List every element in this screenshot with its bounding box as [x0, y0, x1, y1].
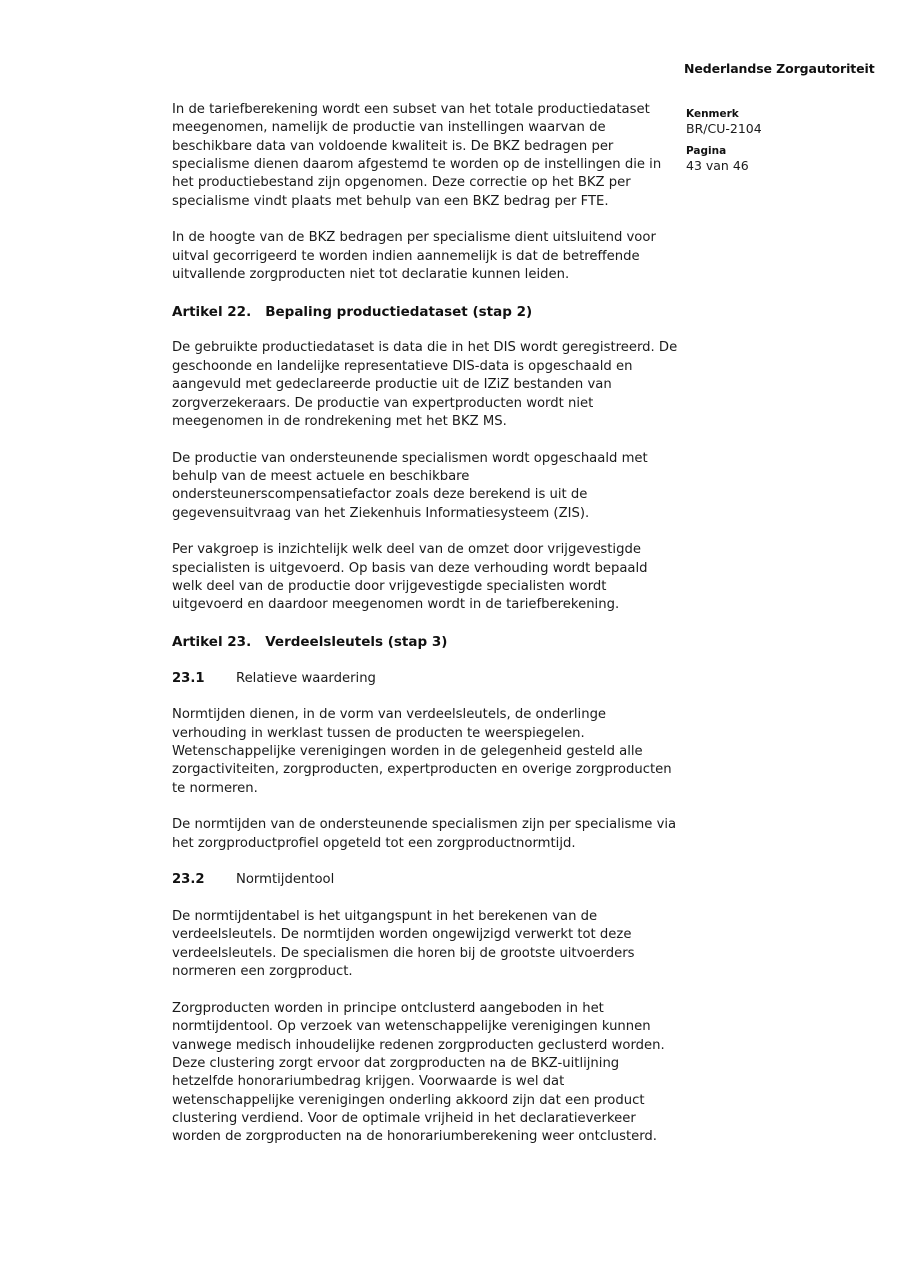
article-number: Artikel 22.: [172, 303, 252, 320]
pagina-value: 43 van 46: [686, 158, 749, 173]
article-heading-22: [172, 303, 679, 321]
paragraph: De productie van ondersteunende specialismen wordt opgeschaald met behulp van de meest actuele en beschikbare ondersteunerscompensatiefactor zoals deze berekend is uit de gegevensuitvraag van het Ziekenhuis Informatiesysteem (ZIS).: [172, 450, 648, 521]
paragraph: In de hoogte van de BKZ bedragen per specialisme dient uitsluitend voor uitval gecorrigeerd te worden indien aannemelijk is dat de betreffende uitvallende zorgproducten niet tot declaratie kunnen leiden.: [172, 230, 656, 283]
paragraph: Normtijden dienen, in de vorm van verdeelsleutels, de onderlinge verhouding in werklast tussen de producten te weerspiegelen. Wetenschappelijke verenigingen worden in de gelegenheid gesteld alle zorgactiviteiten, zorgproducten, expertproducten en overige zorgproducten te normeren.: [172, 707, 672, 796]
body-column: [172, 101, 679, 1165]
kenmerk-label: Kenmerk: [686, 108, 739, 120]
article-title: Verdeelsleutels (stap 3): [265, 633, 448, 650]
pagina-label: Pagina: [686, 145, 727, 157]
paragraph: Per vakgroep is inzichtelijk welk deel van de omzet door vrijgevestigde specialisten is uitgevoerd. Op basis van deze verhouding wordt bepaald welk deel van de productie door vrijgevestigde specialisten wordt uitgevoerd en daardoor meegenomen wordt in de tariefberekening.: [172, 542, 648, 613]
article-heading-23: [172, 633, 679, 651]
paragraph: De normtijdentabel is het uitgangspunt in het berekenen van de verdeelsleutels. De normtijden worden ongewijzigd verwerkt tot deze verdeelsleutels. De specialismen die horen bij de grootste uitvoerders normeren een zorgproduct.: [172, 909, 635, 980]
paragraph: De normtijden van de ondersteunende specialismen zijn per specialisme via het zorgproductprofiel opgeteld tot een zorgproductnormtijd.: [172, 817, 677, 851]
subsection-heading-23-2: [172, 871, 679, 889]
subsection-number: 23.1: [172, 670, 205, 686]
paragraph: Zorgproducten worden in principe ontclusterd aangeboden in het normtijdentool. Op verzoek van wetenschappelijke verenigingen kunnen vanwege medisch inhoudelijke redenen zorgproducten geclusterd worden. Deze clustering zorgt ervoor dat zorgproducten na de BKZ-uitlijning hetzelfde honorariumbedrag krijgen. Voorwaarde is wel dat wetenschappelijke verenigingen onderling akkoord zijn dat een product clustering verdiend. Voor de optimale vrijheid in het declaratieverkeer worden de zorgproducten na de honorariumberekening weer ontclusterd.: [172, 1000, 665, 1145]
brand-header: Nederlandse Zorgautoriteit: [684, 61, 875, 76]
kenmerk-value: BR/CU-2104: [686, 121, 762, 136]
subsection-title: Normtijdentool: [236, 872, 335, 888]
paragraph: De gebruikte productiedataset is data die in het DIS wordt geregistreerd. De geschoonde en landelijke representatieve DIS-data is opgeschaald en aangevuld met gedeclareerde productie uit de IZiZ bestanden van zorgverzekeraars. De productie van expertproducten wordt niet meegenomen in de rondrekening met het BKZ MS.: [172, 340, 678, 429]
article-title: Bepaling productiedataset (stap 2): [265, 303, 533, 320]
article-number: Artikel 23.: [172, 633, 252, 650]
paragraph: In de tariefberekening wordt een subset van het totale productiedataset meegenomen, namelijk de productie van instellingen waarvan de beschikbare data van voldoende kwaliteit is. De BKZ bedragen per specialisme dienen daarom afgestemd te worden op de instellingen die in het productiebestand zijn opgenomen. Deze correctie op het BKZ per specialisme vindt plaats met behulp van een BKZ bedrag per FTE.: [172, 102, 662, 209]
subsection-heading-23-1: [172, 670, 679, 688]
subsection-title: Relatieve waardering: [236, 670, 376, 686]
meta-sidebar: [686, 108, 846, 182]
subsection-number: 23.2: [172, 872, 205, 888]
